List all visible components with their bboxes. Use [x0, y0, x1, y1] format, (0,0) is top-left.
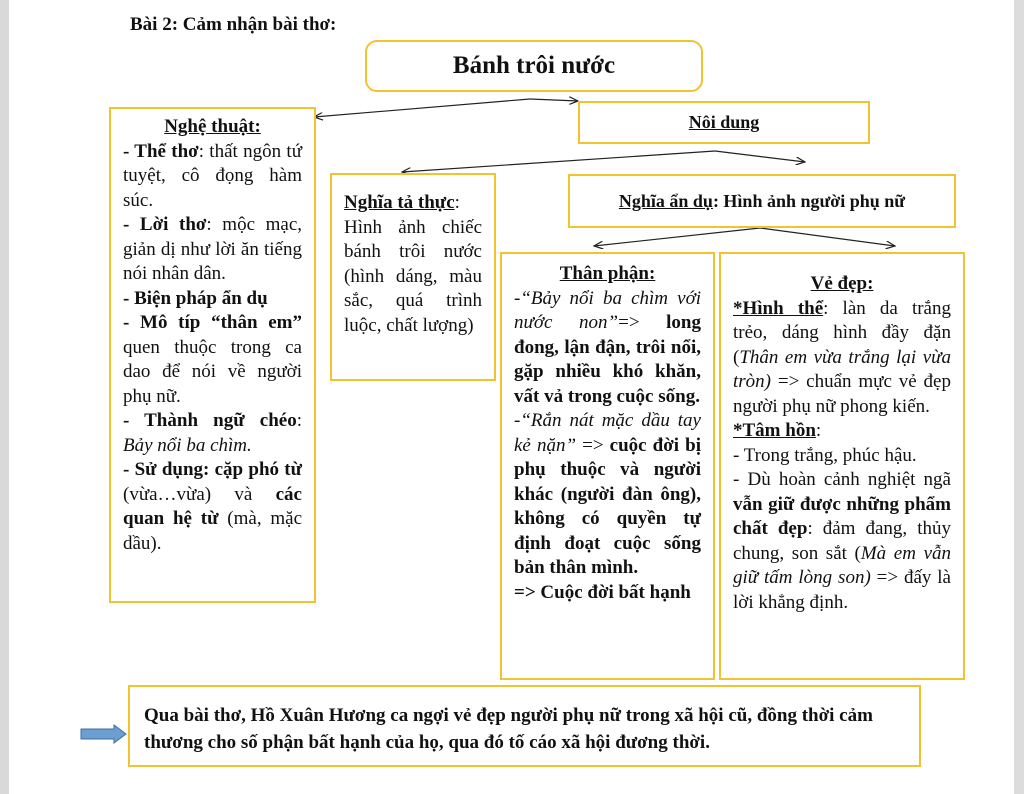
art-idiom: - Thành ngữ chéo: Bảy nổi ba chìm. — [123, 410, 302, 456]
art-box — [109, 107, 316, 603]
beauty-soul-1: - Trong trắng, phúc hậu. — [733, 444, 917, 466]
content-label: Nôi dung — [688, 112, 760, 132]
connector-to-art — [314, 99, 530, 117]
poem-title: Bánh trôi nước — [452, 52, 616, 79]
connector-to-meta — [715, 151, 805, 162]
fate-heading: Thân phận: — [559, 263, 656, 284]
beauty-soul-2: - Dù hoàn cảnh nghiệt ngã vẫn giữ được những phẩm chất đẹp: đảm đang, thủy chung, son sắt (Mà em vẫn giữ tấm lòng son) => đấy là lời khẳng định. — [733, 469, 951, 613]
art-language: - Lời thơ: mộc mạc, giản dị như lời ăn tiếng nói nhân dân. — [123, 214, 303, 284]
connector-to-literal — [402, 151, 715, 172]
summary-text: Qua bài thơ, Hồ Xuân Hương ca ngợi vẻ đẹp người phụ nữ trong xã hội cũ, đồng thời cảm thương cho số phận bất hạnh của họ, qua đó tố cáo xã hội đương thời. — [144, 705, 873, 753]
connector-to-content — [530, 99, 578, 101]
beauty-shape: *Hình thể: làn da trắng trẻo, dáng hình đầy đặn (Thân em vừa trắng lại vừa tròn) => chuẩn mực vẻ đẹp người phụ nữ phong kiến. — [733, 297, 951, 417]
fate-quote-2: -“Rắn nát mặc dầu tay kẻ nặn” => cuộc đời bị phụ thuộc và người khác (người đàn ông), không có quyền tự định đoạt cuộc sống bản thân mình. — [514, 410, 701, 578]
metaphoric-meaning-text: Nghĩa ẩn dụ: Hình ảnh người phụ nữ — [618, 190, 906, 211]
art-metaphor: - Biện pháp ẩn dụ — [123, 287, 268, 309]
fate-conclusion: => Cuộc đời bất hạnh — [514, 581, 691, 603]
summary-box — [128, 685, 921, 767]
literal-text: Hình ảnh chiếc bánh trôi nước (hình dáng, màu sắc, quá trình luộc, chất lượng) — [344, 216, 482, 336]
connector-to-beauty — [760, 228, 895, 246]
art-motif: - Mô típ “thân em” quen thuộc trong ca dao để nói về người phụ nữ. — [123, 312, 302, 407]
literal-meaning-box — [330, 173, 496, 381]
connector-to-fate — [594, 228, 760, 246]
fate-box — [500, 252, 715, 680]
metaphoric-meaning-box — [568, 174, 956, 228]
exercise-heading: Bài 2: Cảm nhận bài thơ: — [130, 14, 337, 35]
beauty-box — [719, 252, 965, 680]
beauty-soul-heading: *Tâm hồn: — [733, 420, 822, 441]
right-arrow-icon — [80, 724, 128, 744]
fate-quote-1: -“Bảy nổi ba chìm với nước non”=> long đong, lận đận, trôi nổi, gặp nhiều khó khăn, vất vả trong cuộc sống. — [514, 287, 701, 407]
art-verse-form: - Thể thơ: thất ngôn tứ tuyệt, cô đọng hàm súc. — [123, 140, 302, 211]
content-box — [578, 101, 870, 144]
literal-heading: Nghĩa tả thực: — [344, 192, 460, 213]
beauty-heading: Vẻ đẹp: — [810, 273, 874, 294]
art-usage: - Sử dụng: cặp phó từ (vừa…vừa) và các quan hệ từ (mà, mặc dầu). — [123, 459, 302, 554]
art-heading: Nghệ thuật: — [164, 116, 261, 137]
